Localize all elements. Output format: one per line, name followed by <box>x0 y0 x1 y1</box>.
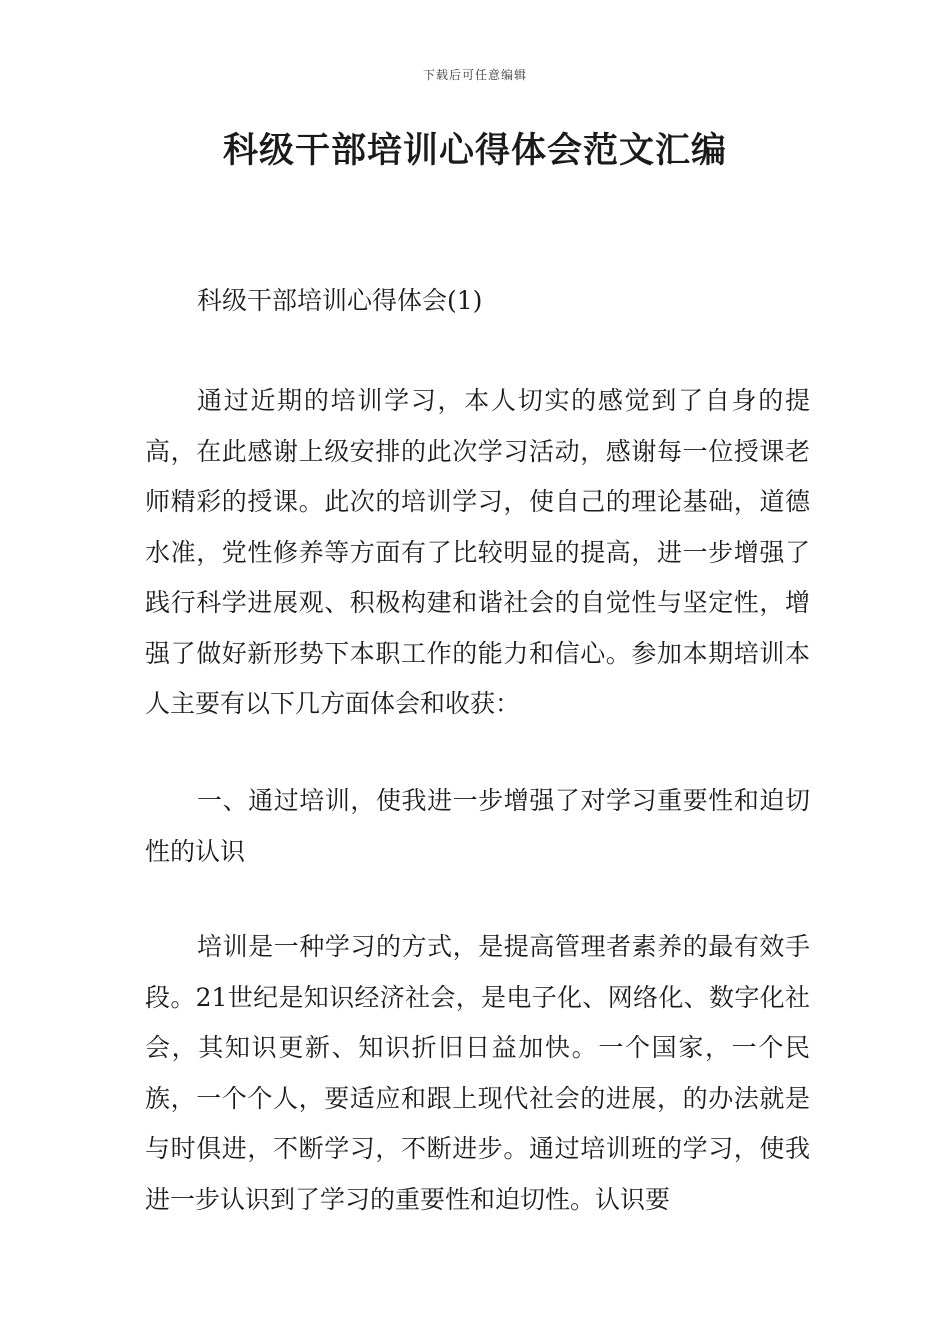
header-note: 下载后可任意编辑 <box>422 68 527 82</box>
document-title: 科级干部培训心得体会范文汇编 <box>222 131 727 171</box>
point-1-heading: 一、通过培训，使我进一步增强了对学习重要性和迫切性的认识 <box>145 786 810 866</box>
paragraph-1: 通过近期的培训学习，本人切实的感觉到了自身的提高，在此感谢上级安排的此次学习活动，感谢每一位授课老师精彩的授课。此次的培训学习，使自己的理论基础，道德水准，党性修养等方面有了比较明显的提高，进一步增强了践行科学进展观、积极构建和谐社会的自觉性与坚定性，增强了做好新形势下本职工作的能力和信心。参加本期培训本人主要有以下几方面体会和收获： <box>145 386 810 718</box>
paragraph-2: 培训是一种学习的方式，是提高管理者素养的最有效手段。21世纪是知识经济社会，是电子化、网络化、数字化社会，其知识更新、知识折旧日益加快。一个国家，一个民族，一个个人，要适应和跟上现代社会的进展，的办法就是与时俱进，不断学习，不断进步。通过培训班的学习，使我进一步认识到了学习的重要性和迫切性。认识要 <box>145 932 810 1214</box>
section-heading: 科级干部培训心得体会(1) <box>197 286 483 315</box>
